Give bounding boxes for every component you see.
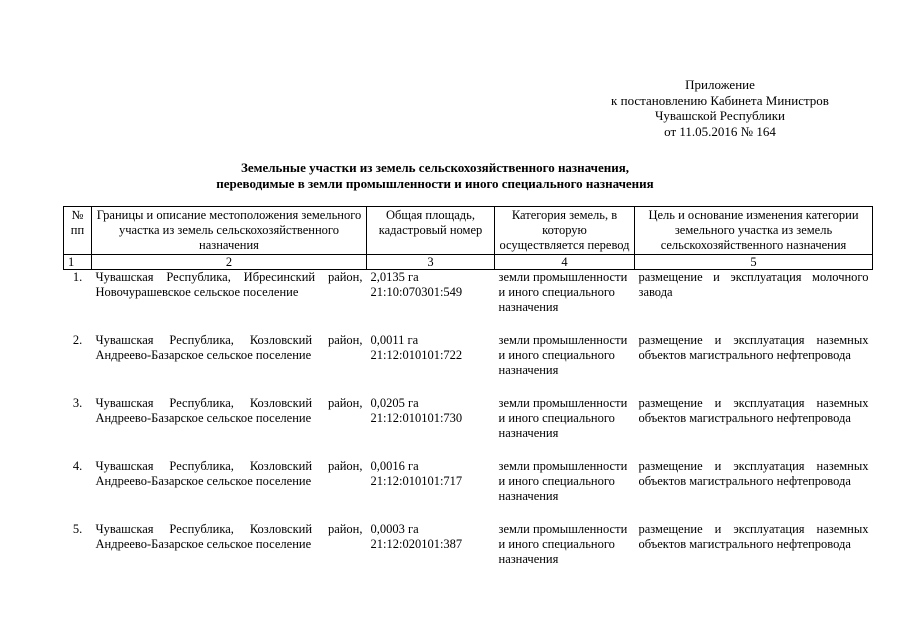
plot-area: 0,0205 га <box>370 396 419 410</box>
row-number: 4. <box>72 459 83 473</box>
cadastral-number: 21:10:070301:549 <box>370 285 463 299</box>
plot-area: 2,0135 га <box>370 270 419 284</box>
column-number: 5 <box>635 255 873 270</box>
plot-area: 0,0016 га <box>370 459 419 473</box>
appendix-block <box>560 77 880 139</box>
cadastral-number: 21:12:020101:387 <box>370 537 463 551</box>
row-number: 2. <box>72 333 83 347</box>
column-number: 1 <box>64 255 92 270</box>
column-number-row <box>64 255 873 270</box>
plot-description: Чувашская Республика, Козловский район, Андреево-Базарское сельское поселение <box>95 459 363 488</box>
plot-area: 0,0003 га <box>370 522 419 536</box>
column-number: 2 <box>92 255 367 270</box>
land-category: земли промышленности и иного специального назначения <box>498 522 628 566</box>
appendix-line: от 11.05.2016 № 164 <box>664 123 776 139</box>
change-purpose: размещение и эксплуатация наземных объектов магистрального нефтепровода <box>638 522 869 551</box>
header-cell-category: Категория земель, в которую осуществляется перевод <box>495 207 635 255</box>
plot-area-cell <box>367 333 495 396</box>
plot-description: Чувашская Республика, Козловский район, Андреево-Базарское сельское поселение <box>95 522 363 551</box>
table-row <box>64 333 873 396</box>
row-number: 5. <box>72 522 83 536</box>
header-cell-desc: Границы и описание местоположения земельного участка из земель сельскохозяйственного назначения <box>92 207 367 255</box>
plot-description: Чувашская Республика, Ибресинский район, Новочурашевское сельское поселение <box>95 270 363 299</box>
table-row <box>64 270 873 334</box>
row-number: 3. <box>72 396 83 410</box>
plot-area: 0,0011 га <box>370 333 419 347</box>
land-plots-table <box>63 206 873 572</box>
document-title <box>130 160 740 192</box>
plot-area-cell <box>367 522 495 572</box>
change-purpose: размещение и эксплуатация молочного завода <box>638 270 869 299</box>
appendix-line: к постановлению Кабинета Министров <box>611 92 829 108</box>
header-row <box>64 207 873 255</box>
row-number: 1. <box>72 270 83 284</box>
table-row <box>64 522 873 572</box>
header-cell-no: № пп <box>64 207 92 255</box>
cadastral-number: 21:12:010101:730 <box>370 411 463 425</box>
column-number: 3 <box>367 255 495 270</box>
cadastral-number: 21:12:010101:722 <box>370 348 463 362</box>
change-purpose: размещение и эксплуатация наземных объектов магистрального нефтепровода <box>638 396 869 425</box>
table-row <box>64 396 873 459</box>
title-line: переводимые в земли промышленности и иного специального назначения <box>216 176 654 191</box>
land-category: земли промышленности и иного специального назначения <box>498 270 628 314</box>
land-category: земли промышленности и иного специального назначения <box>498 459 628 503</box>
appendix-line: Чувашской Республики <box>654 108 786 123</box>
plot-area-cell <box>367 459 495 522</box>
table-row <box>64 459 873 522</box>
change-purpose: размещение и эксплуатация наземных объектов магистрального нефтепровода <box>638 333 869 362</box>
appendix-line: Приложение <box>685 77 755 92</box>
cadastral-number: 21:12:010101:717 <box>370 474 463 488</box>
plot-area-cell <box>367 270 495 334</box>
plot-area-cell <box>367 396 495 459</box>
land-category: земли промышленности и иного специального назначения <box>498 333 628 377</box>
header-cell-area: Общая площадь, кадастровый номер <box>367 207 495 255</box>
change-purpose: размещение и эксплуатация наземных объектов магистрального нефтепровода <box>638 459 869 488</box>
title-line: Земельные участки из земель сельскохозяйственного назначения, <box>241 160 629 175</box>
column-number: 4 <box>495 255 635 270</box>
plot-description: Чувашская Республика, Козловский район, Андреево-Базарское сельское поселение <box>95 333 363 362</box>
plot-description: Чувашская Республика, Козловский район, Андреево-Базарское сельское поселение <box>95 396 363 425</box>
header-cell-purpose: Цель и основание изменения категории земельного участка из земель сельскохозяйственного назначения <box>635 207 873 255</box>
land-category: земли промышленности и иного специального назначения <box>498 396 628 440</box>
